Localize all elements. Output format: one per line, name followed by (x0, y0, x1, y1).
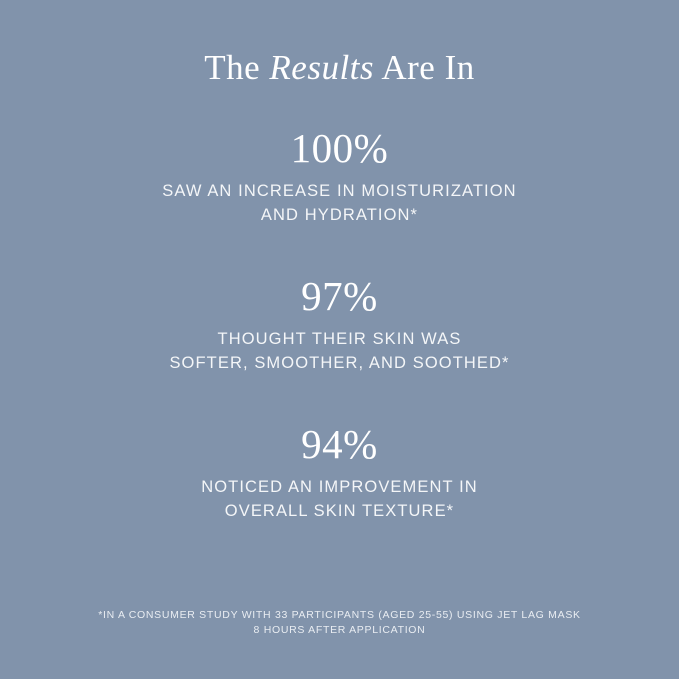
footnote-line1: *IN A CONSUMER STUDY WITH 33 PARTICIPANTS (AGED 25-55) USING JET LAG MASK (98, 608, 581, 621)
stat-label-line2: SOFTER, SMOOTHER, AND SOOTHED* (169, 353, 510, 372)
stat-label-line1: SAW AN INCREASE IN MOISTURIZATION (162, 182, 517, 201)
page-title (204, 48, 474, 88)
stat-label-line2: OVERALL SKIN TEXTURE* (224, 501, 455, 520)
stat-item (0, 274, 679, 376)
stats-list (0, 126, 679, 524)
stat-item (0, 126, 679, 228)
footnote-line2: 8 HOURS AFTER APPLICATION (253, 624, 426, 637)
stat-label (0, 476, 679, 524)
stat-value: 100% (290, 125, 389, 171)
page-title-part1: The (204, 48, 270, 87)
stat-label (0, 328, 679, 376)
page-title-part2: Are In (374, 48, 475, 87)
stat-value: 94% (301, 420, 378, 467)
stat-value: 97% (301, 272, 378, 319)
stat-label (0, 180, 679, 228)
footnote (0, 608, 679, 640)
stat-label-line1: NOTICED AN IMPROVEMENT IN (201, 477, 478, 496)
stat-item (0, 422, 679, 524)
stat-label-line2: AND HYDRATION* (260, 206, 419, 225)
stat-label-line1: THOUGHT THEIR SKIN WAS (217, 330, 462, 349)
page-title-emphasis: Results (269, 48, 375, 87)
